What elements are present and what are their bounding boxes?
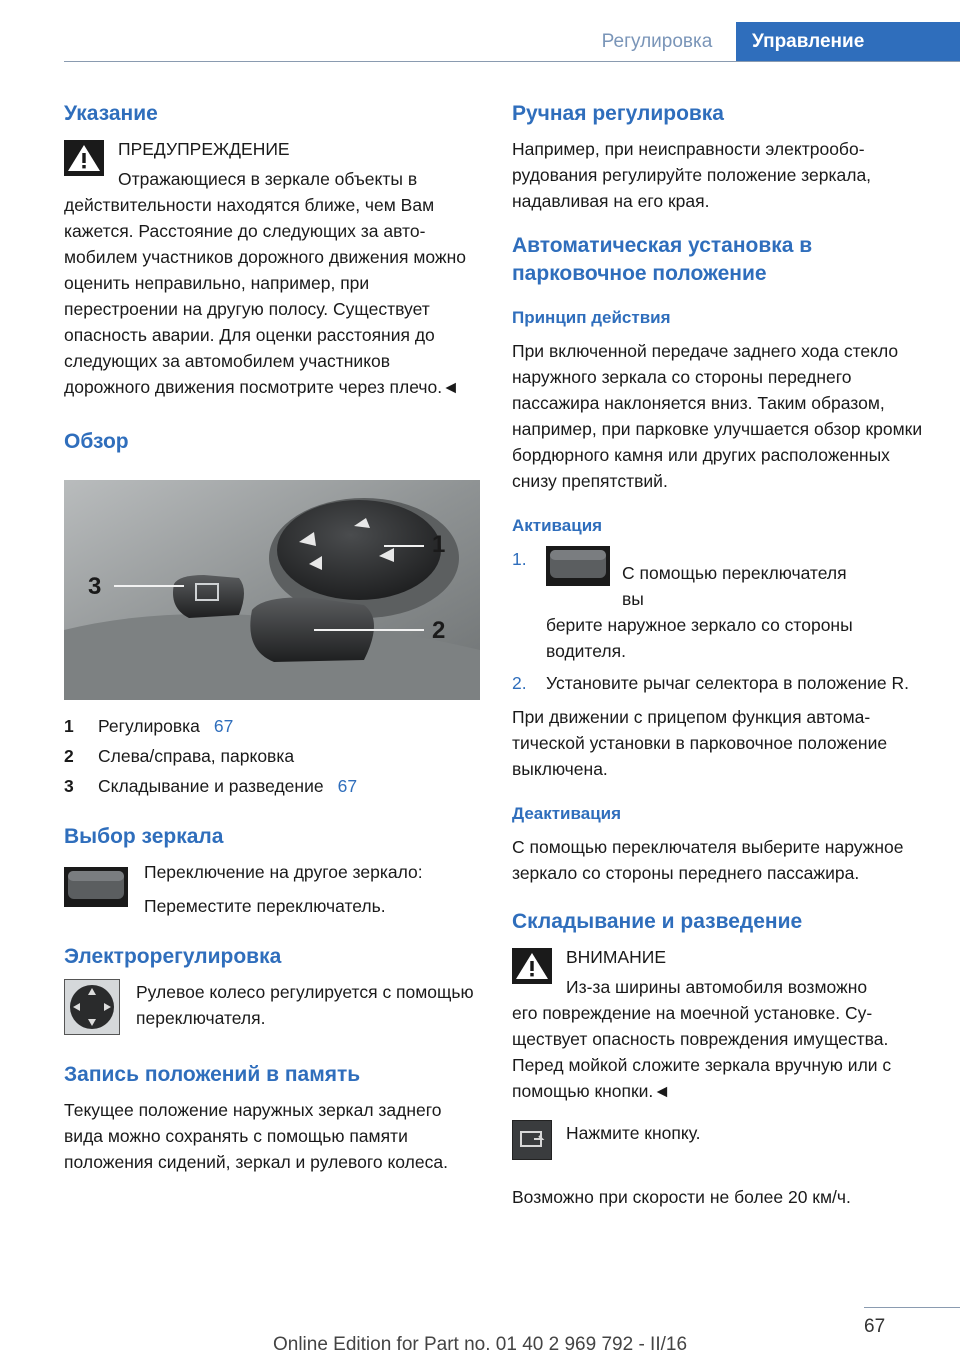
deactivation-heading: Деактивация <box>512 804 622 823</box>
footer-rule <box>864 1307 960 1308</box>
direction-pad-icon <box>64 979 120 1035</box>
mirror-select-instruction: Переместите переключатель. <box>144 896 386 916</box>
note-heading: Указание <box>64 102 158 125</box>
header-chapter-tab[interactable]: Управление <box>736 22 960 62</box>
step-number: 1. <box>512 549 527 569</box>
activation-heading: Активация <box>512 516 603 535</box>
warning-block <box>64 136 480 400</box>
caution-text: его повреждение на моечной установке. Существует опасность повреждения имущества. Перед мойкой сложите зеркала вручную или с помощью кнопки.◄ <box>512 1003 892 1101</box>
deactivation-text: С помощью переключателя выберите наружное зеркало со стороны переднего пассажира. <box>512 837 904 883</box>
figure-label-1: 1 <box>432 531 446 558</box>
legend-text: Складывание и разведение <box>98 776 324 796</box>
legend-item <box>64 743 480 769</box>
legend-item <box>64 713 480 739</box>
mirror-switch-figure <box>64 480 480 700</box>
warning-first-line: Отражающиеся в зеркале объекты в <box>118 169 418 189</box>
step-1 <box>512 546 928 664</box>
figure-label-2: 2 <box>432 617 446 644</box>
trailer-text: При движении с прицепом функция автоматической установки в парковочное положение выключена. <box>512 707 888 779</box>
step-text: С помощью переключателя вы <box>622 563 847 609</box>
left-column <box>64 100 480 1175</box>
warning-triangle-icon <box>512 948 552 984</box>
electric-adjust-row <box>64 979 480 1035</box>
mirror-select-row <box>64 859 480 919</box>
auto-parking-heading: Автоматическая установка в парковочное положение <box>512 234 813 285</box>
fold-mirror-button-icon <box>512 1120 552 1160</box>
mirror-select-switch-icon <box>64 867 128 907</box>
edition-footer: Online Edition for Part no. 01 40 2 969 792 - II/16 <box>272 1334 688 1355</box>
mirror-select-heading: Выбор зеркала <box>64 825 224 848</box>
warning-title: ПРЕДУПРЕЖДЕНИЕ <box>118 139 290 159</box>
legend-text: Регулировка <box>98 716 200 736</box>
fold-button-row <box>512 1120 928 1160</box>
page-link[interactable]: 67 <box>337 776 358 796</box>
fold-heading: Складывание и разведение <box>512 910 803 933</box>
step-number: 2. <box>512 673 527 693</box>
page-link[interactable]: 67 <box>213 716 234 736</box>
warning-triangle-icon <box>64 140 104 176</box>
legend-text: Слева/справа, парковка <box>98 746 295 766</box>
electric-adjust-heading: Электрорегулировка <box>64 945 282 968</box>
speed-limit-text: Возможно при скорости не более 20 км/ч. <box>512 1187 851 1207</box>
caution-first-line: Из-за ширины автомобиля возможно <box>566 977 868 997</box>
manual-adjust-text: Например, при неисправности электрооборудования регулируйте положение зеркала, надавливая на его края. <box>512 139 872 211</box>
warning-text: действительности находятся ближе, чем Вам кажется. Расстояние до следующих за автомобилем участников дорожного движения можно оценить неправильно, например, при перестроении на другую полосу. Существует опасность аварии. Для оценки расстояния до следующих за автомобилем участников дорожного движения посмотрите через плечо.◄ <box>64 195 467 397</box>
page-number: 67 <box>864 1316 886 1337</box>
header-section-tab[interactable]: Регулировка <box>601 31 713 52</box>
figure-label-3: 3 <box>88 573 102 600</box>
overview-heading: Обзор <box>64 430 129 453</box>
header-rule <box>64 61 960 62</box>
caution-title: ВНИМАНИЕ <box>566 947 667 967</box>
right-column <box>512 100 928 1210</box>
step-text-continued: берите наружное зеркало со стороны водителя. <box>546 615 853 661</box>
legend-number: 3 <box>64 776 74 796</box>
legend-number: 1 <box>64 716 74 736</box>
principle-text: При включенной передаче заднего хода стекло наружного зеркала со стороны переднего пассажира наклоняется вниз. Таким образом, например, при парковке улучшается обзор кромки бордюрного камня или других расположенных снизу препятствий. <box>512 341 923 491</box>
mirror-select-switch-icon <box>546 546 610 586</box>
step-text: Установите рычаг селектора в положение R. <box>546 673 910 693</box>
legend-number: 2 <box>64 746 74 766</box>
mirror-select-text: Переключение на другое зеркало: <box>144 862 423 882</box>
manual-adjust-heading: Ручная регулировка <box>512 102 724 125</box>
legend-item <box>64 773 480 799</box>
caution-block <box>512 944 928 1104</box>
legend-list <box>64 713 480 799</box>
step-2 <box>512 670 928 696</box>
electric-adjust-text: Рулевое колесо регулируется с помощью переключателя. <box>136 982 474 1028</box>
memory-text: Текущее положение наружных зеркал заднего вида можно сохранять с помощью памяти положения сидений, зеркал и рулевого колеса. <box>64 1100 448 1172</box>
principle-heading: Принцип действия <box>512 308 671 327</box>
press-button-text: Нажмите кнопку. <box>566 1123 701 1143</box>
memory-heading: Запись положений в память <box>64 1063 361 1086</box>
